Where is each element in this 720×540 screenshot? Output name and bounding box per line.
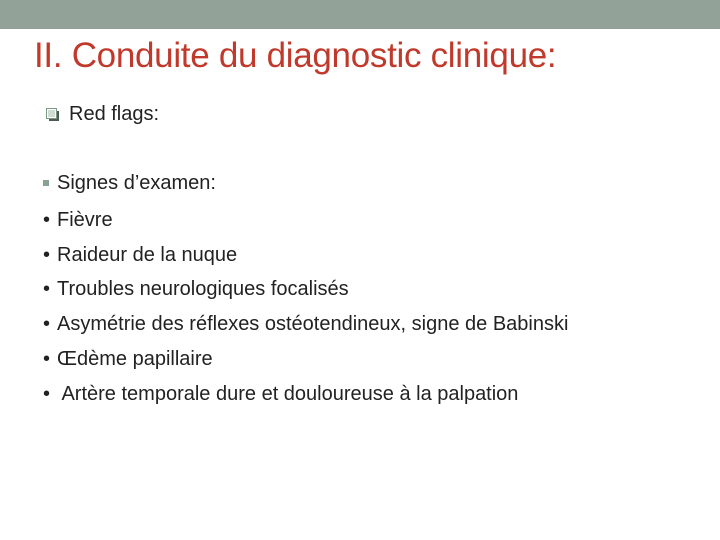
section-heading-red-flags: [46, 101, 159, 127]
square-bullet-icon: [43, 180, 49, 186]
section-heading-label: Red flags:: [69, 102, 160, 125]
sub-heading-signes: [43, 170, 216, 196]
list-item: [43, 307, 568, 342]
list-item-text: Fièvre: [57, 208, 113, 231]
list-item-text: Raideur de la nuque: [57, 243, 238, 266]
shadowed-square-bullet-icon: [46, 108, 59, 121]
list-item: [43, 238, 568, 273]
sub-heading-label: Signes d’examen:: [57, 171, 216, 194]
top-accent-bar: [0, 0, 720, 29]
slide-title: II. Conduite du diagnostic clinique:: [34, 36, 557, 75]
list-item-text: Asymétrie des réflexes ostéotendineux, signe de Babinski: [57, 313, 569, 336]
list-item: [43, 203, 568, 238]
list-item-text: Troubles neurologiques focalisés: [57, 278, 349, 301]
list-item: [43, 342, 568, 377]
list-item-text: Artère temporale dure et douloureuse à la palpation: [57, 382, 519, 405]
list-item-text: Œdème papillaire: [57, 348, 213, 371]
bullet-dot-icon: •: [43, 278, 51, 301]
list-item: [43, 273, 568, 308]
bullet-dot-icon: •: [43, 243, 51, 266]
bullet-dot-icon: •: [43, 313, 51, 336]
bullet-dot-icon: •: [43, 208, 51, 231]
red-flag-list: [43, 203, 568, 412]
list-item: [43, 377, 568, 412]
bullet-dot-icon: •: [43, 348, 51, 371]
bullet-dot-icon: •: [43, 382, 51, 405]
